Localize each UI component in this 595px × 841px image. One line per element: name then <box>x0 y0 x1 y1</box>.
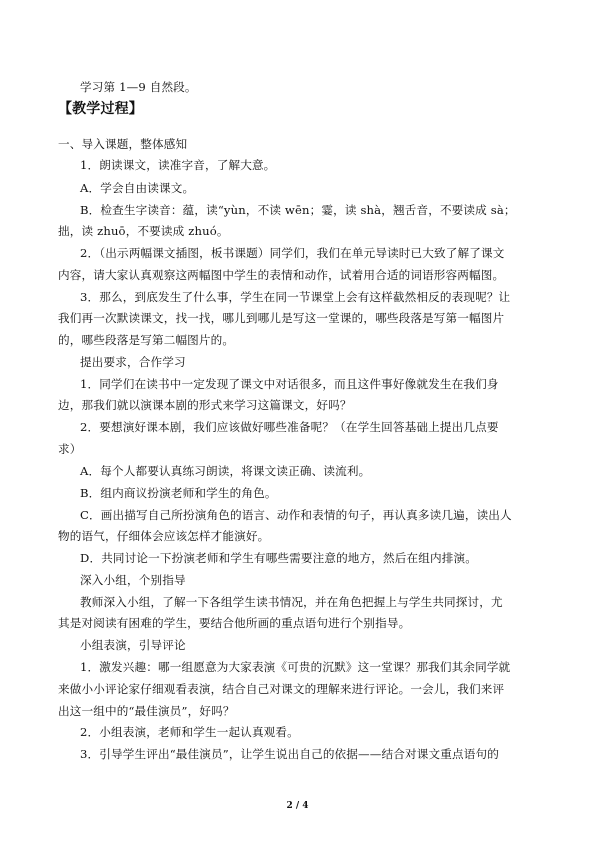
text-line: 3．那么，到底发生了什么事，学生在同一节课堂上会有这样截然相反的表现呢？让 <box>80 290 511 304</box>
text-line: 出这一组中的“最佳演员”，好吗？ <box>58 704 235 718</box>
text-line: 物的语气，仔细体会应该怎样才能演好。 <box>58 529 270 543</box>
subsection-heading: 一、导入课题，整体感知 <box>58 137 188 151</box>
text-line: A．每个人都要认真练习朗读，将课文读正确、读流利。 <box>80 464 371 478</box>
text-line: 学习第 1—9 自然段。 <box>80 80 197 94</box>
text-line: 的，哪些段落是写第二幅图片的。 <box>58 333 235 347</box>
subsection-heading: 小组表演，引导评论 <box>80 638 186 652</box>
text-line: B．组内商议扮演老师和学生的角色。 <box>80 486 277 500</box>
text-line: C．画出描写自己所扮演角色的语言、动作和表情的句子，再认真多读几遍，读出人 <box>80 508 512 522</box>
text-line: 边，那我们就以演课本剧的形式来学习这篇课文，好吗？ <box>58 398 352 412</box>
text-line: 1．朗读课文，读准字音，了解大意。 <box>80 158 276 172</box>
subsection-heading: 深入小组，个别指导 <box>80 573 186 587</box>
section-heading: 【教学过程】 <box>58 101 143 117</box>
text-line: 1．同学们在读书中一定发现了课文中对话很多，而且这件事好像就发生在我们身 <box>80 377 499 391</box>
page-number: 2 / 4 <box>286 801 309 811</box>
subsection-heading: 提出要求，合作学习 <box>80 355 186 369</box>
text-line: 求） <box>58 442 82 456</box>
text-line: 内容，请大家认真观察这两幅图中学生的表情和动作，试着用合适的词语形容两幅图。 <box>58 268 505 282</box>
text-line: 2．要想演好课本剧，我们应该做好哪些准备呢？（在学生回答基础上提出几点要 <box>80 420 499 434</box>
text-line: B．检查生字读音：蕴，读“yùn，不读 wēn；霎，读 shà，翘舌音，不要读成 sà； <box>80 203 516 217</box>
text-line: 拙，读 zhuō，不要读成 zhuó。 <box>58 224 229 238</box>
text-line: 我们再一次默读课文，找一找，哪儿到哪儿是写这一堂课的，哪些段落是写第一幅图片 <box>58 311 505 325</box>
text-line: 其是对阅读有困难的学生，要结合他所画的重点语句进行个别指导。 <box>58 616 411 630</box>
text-line: A．学会自由读课文。 <box>80 181 195 195</box>
text-line: 3．引导学生评出“最佳演员”，让学生说出自己的依据——结合对课文重点语句的 <box>80 747 499 761</box>
text-line: 教师深入小组，了解一下各组学生读书情况，并在角色把握上与学生共同探讨，尤 <box>80 595 503 609</box>
text-line: 1．激发兴趣：哪一组愿意为大家表演《可贵的沉默》这一堂课？那我们其余同学就 <box>80 660 511 674</box>
text-line: 2．（出示两幅课文插图，板书课题）同学们，我们在单元导读时已大致了解了课文 <box>80 246 505 260</box>
text-line: 来做小小评论家仔细观看表演，结合自己对课文的理解来进行评论。一会儿，我们来评 <box>58 682 505 696</box>
text-line: 2．小组表演，老师和学生一起认真观看。 <box>80 725 299 739</box>
text-line: D．共同讨论一下扮演老师和学生有哪些需要注意的地方，然后在组内排演。 <box>80 551 477 565</box>
